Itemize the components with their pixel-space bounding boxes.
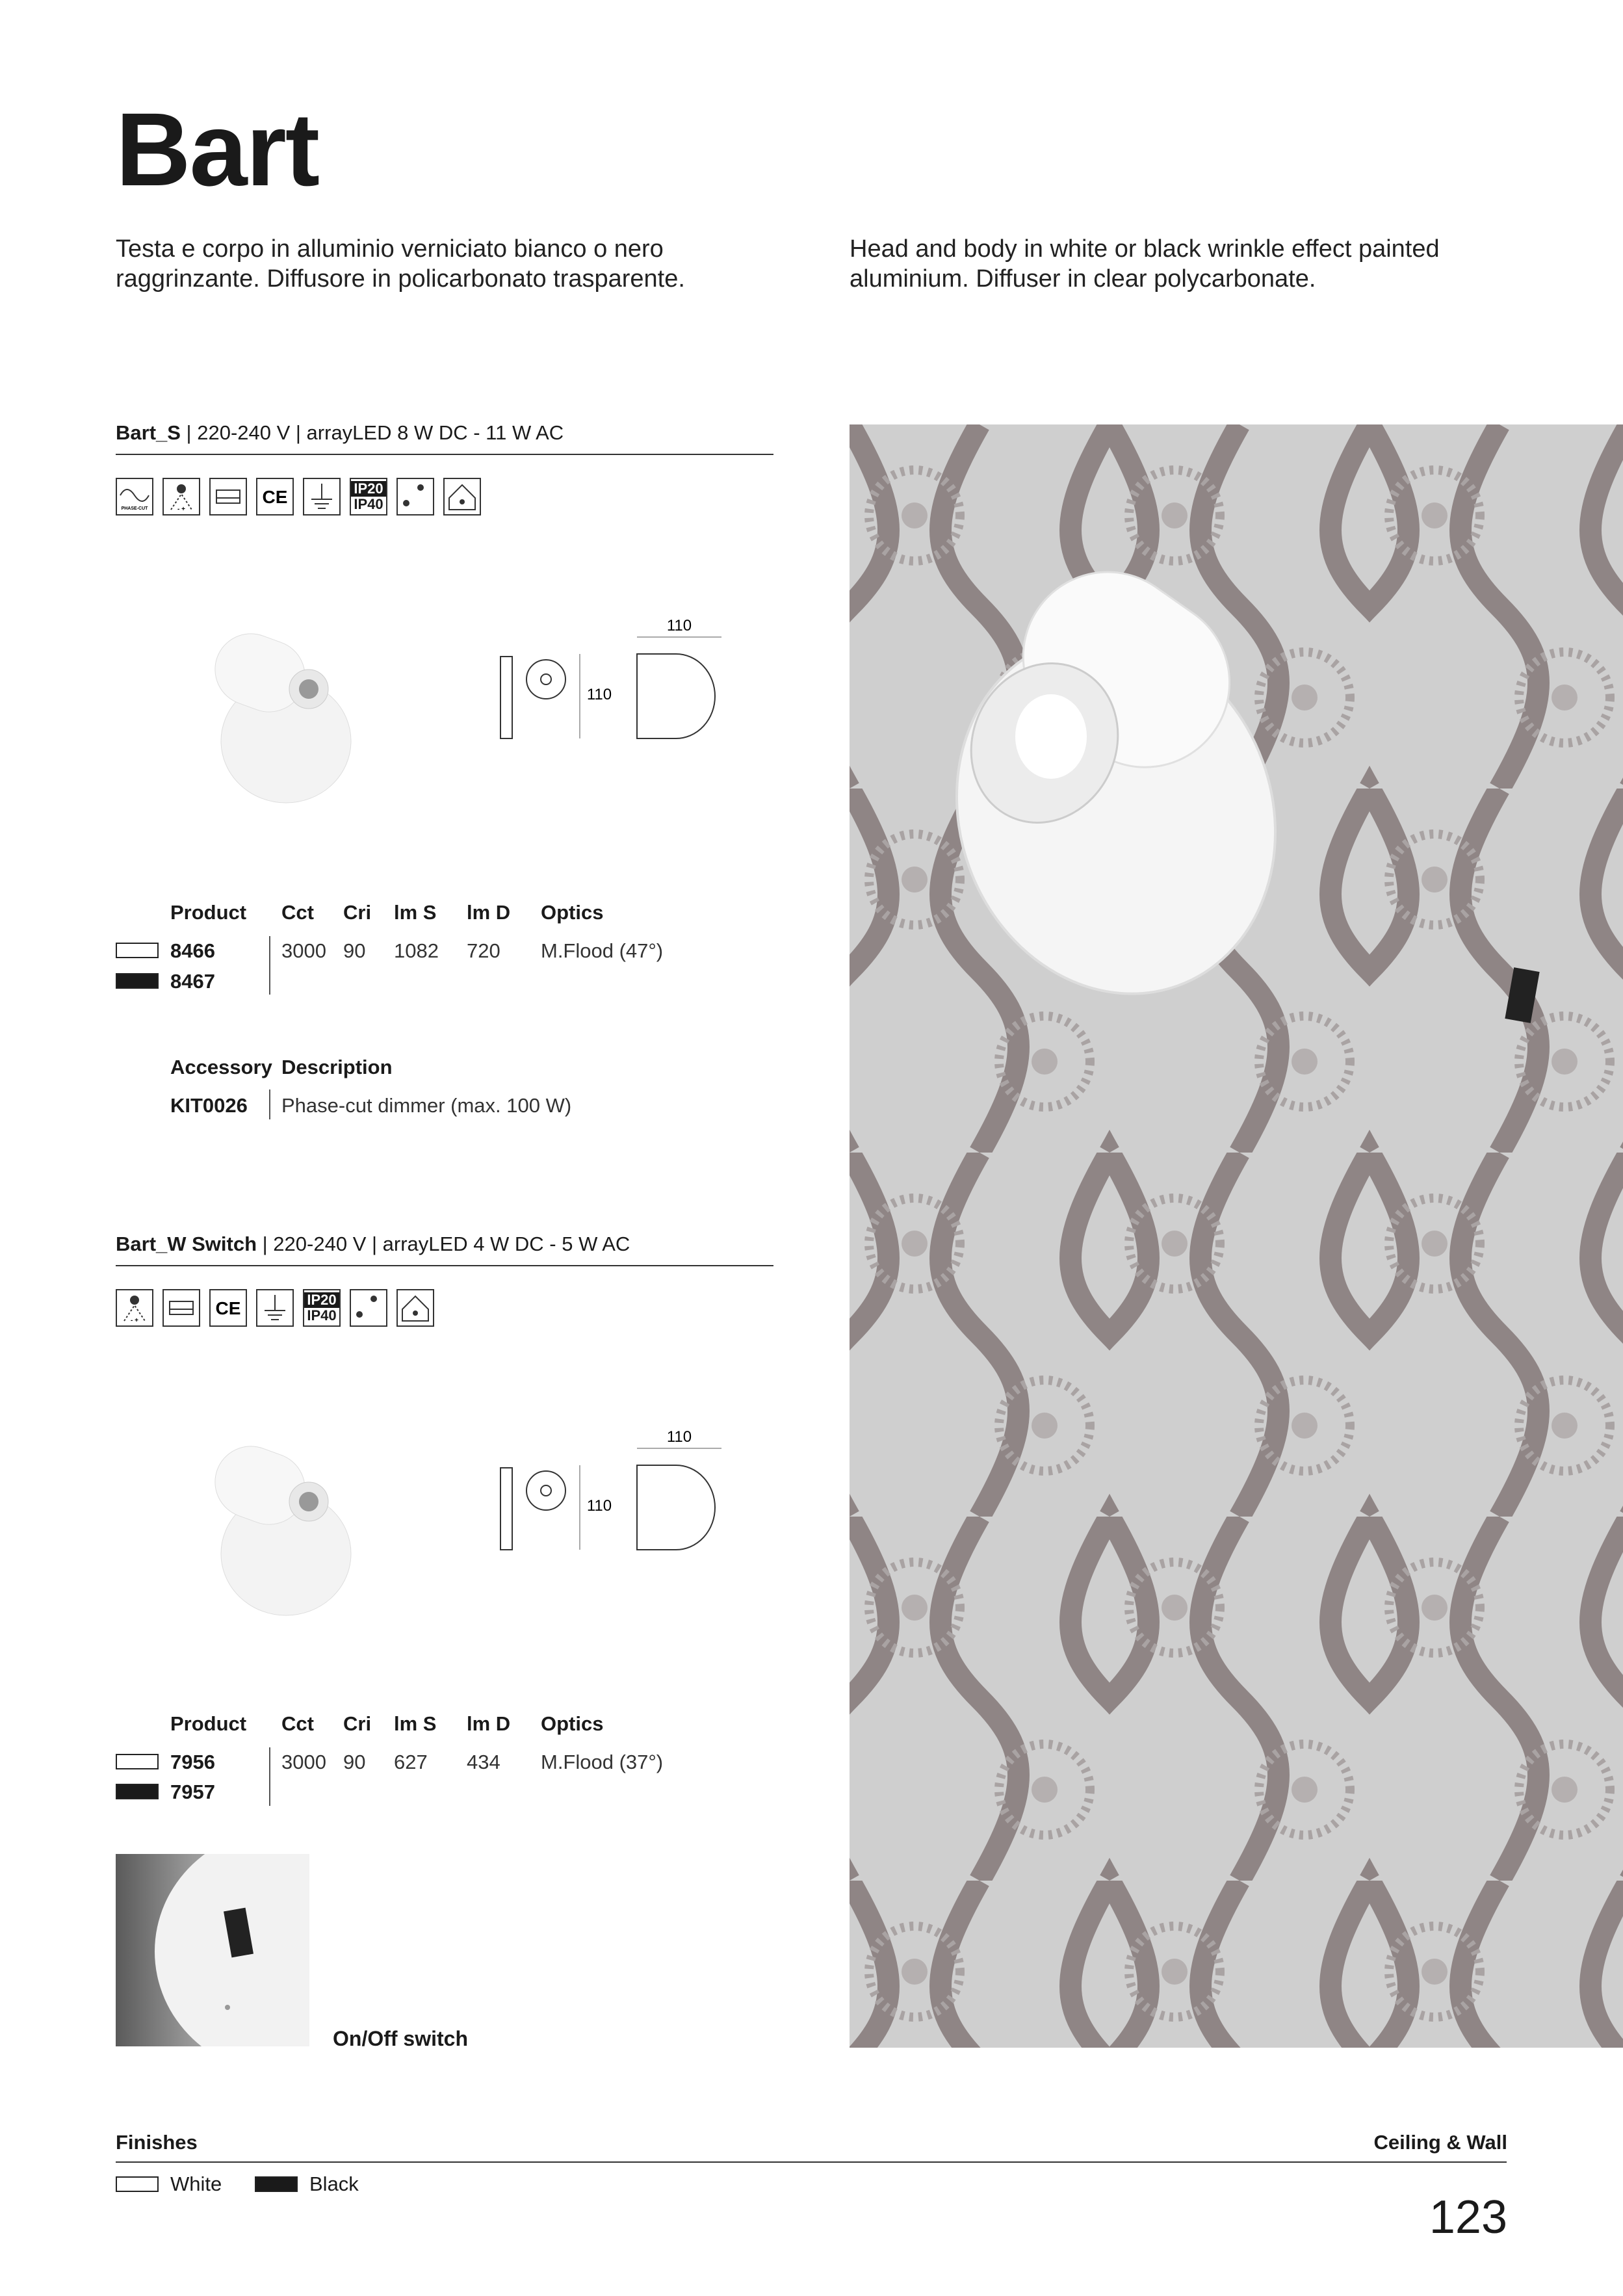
- lm-d-value: 434: [467, 1751, 500, 1773]
- product-code: 7957: [170, 1781, 215, 1803]
- section-spec: | 220-240 V | arrayLED 4 W DC - 5 W AC: [257, 1233, 630, 1255]
- led-driver-icon: [162, 478, 200, 515]
- svg-text:110: 110: [666, 617, 692, 634]
- accessory-description: Phase-cut dimmer (max. 100 W): [281, 1094, 572, 1117]
- ceiling-mount-icon: [209, 478, 247, 515]
- lm-s-value: 627: [394, 1751, 428, 1773]
- svg-text:110: 110: [586, 1497, 612, 1515]
- section-spec: | 220-240 V | arrayLED 8 W DC - 11 W AC: [180, 421, 564, 444]
- svg-text:- +: - +: [131, 1317, 138, 1324]
- technical-drawing-bart-s: [494, 611, 734, 741]
- section-name: Bart_S: [116, 421, 181, 444]
- phase-cut-icon: [116, 478, 153, 515]
- cct-value: 3000: [281, 939, 326, 962]
- wall-pattern: [850, 424, 1623, 2048]
- product-render-bart-w-switch: [195, 1437, 364, 1619]
- finishes-label: Finishes: [116, 2131, 198, 2154]
- product-code: 8466: [170, 939, 215, 962]
- product-code: 8467: [170, 970, 215, 993]
- svg-text:- +: - +: [177, 506, 185, 513]
- svg-text:CE: CE: [215, 1298, 241, 1318]
- section-name: Bart_W Switch: [116, 1233, 257, 1255]
- section-header-bart-w-switch: [116, 1233, 773, 1266]
- col-product: Product: [170, 901, 247, 924]
- swatch-white: [116, 2176, 159, 2192]
- cri-value: 90: [343, 1751, 366, 1773]
- svg-text:110: 110: [586, 686, 612, 703]
- product-render-bart-s: [195, 624, 364, 806]
- col-lm-s: lm S: [394, 1712, 437, 1735]
- product-code: 7956: [170, 1751, 215, 1773]
- lm-s-value: 1082: [394, 939, 439, 962]
- svg-text:110: 110: [666, 1428, 692, 1446]
- certification-icons: [116, 1289, 434, 1329]
- svg-text:PHASE-CUT: PHASE-CUT: [121, 506, 148, 511]
- finish-black-label: Black: [309, 2172, 359, 2195]
- col-lm-d: lm D: [467, 901, 511, 924]
- description-english: Head and body in white or black wrinkle effect painted aluminium. Diffuser in clear polycarbonate.: [850, 235, 1440, 293]
- indoor-icon: [443, 478, 481, 515]
- divider: [269, 1089, 270, 1119]
- col-cct: Cct: [281, 1712, 314, 1735]
- divider: [269, 1747, 270, 1806]
- section-header-bart-s: [116, 421, 773, 455]
- led-driver-icon: [116, 1289, 153, 1327]
- col-optics: Optics: [541, 1712, 604, 1735]
- col-lm-d: lm D: [467, 1712, 511, 1735]
- cct-value: 3000: [281, 1751, 326, 1773]
- description-italian: Testa e corpo in alluminio verniciato bianco o nero raggrinzante. Diffusore in policarbonato trasparente.: [116, 235, 685, 293]
- col-description: Description: [281, 1056, 393, 1078]
- footer-divider: [116, 2161, 1507, 2163]
- switch-detail-photo: [116, 1854, 309, 2046]
- dots-icon: [396, 478, 434, 515]
- ce-mark-icon: [256, 478, 294, 515]
- col-cct: Cct: [281, 901, 314, 924]
- lifestyle-photo: [850, 424, 1623, 2048]
- lm-d-value: 720: [467, 939, 500, 962]
- ceiling-mount-icon: [162, 1289, 200, 1327]
- finish-white-label: White: [170, 2172, 222, 2195]
- svg-text:CE: CE: [262, 487, 288, 507]
- col-optics: Optics: [541, 901, 604, 924]
- page-title: Bart: [116, 91, 319, 207]
- col-cri: Cri: [343, 1712, 372, 1735]
- page-number: 123: [1429, 2191, 1507, 2243]
- dots-icon: [350, 1289, 387, 1327]
- col-accessory: Accessory: [170, 1056, 272, 1078]
- technical-drawing-bart-w-switch: [494, 1422, 734, 1552]
- accessory-code: KIT0026: [170, 1094, 248, 1117]
- optics-value: M.Flood (47°): [541, 939, 664, 962]
- ip-rating-icon: IP20 IP40: [303, 1289, 341, 1327]
- col-lm-s: lm S: [394, 901, 437, 924]
- cri-value: 90: [343, 939, 366, 962]
- divider: [269, 936, 270, 995]
- switch-caption: On/Off switch: [333, 2027, 468, 2050]
- category-label: Ceiling & Wall: [1373, 2131, 1507, 2154]
- swatch-black: [116, 1784, 159, 1799]
- certification-icons: [116, 478, 481, 518]
- ce-mark-icon: [209, 1289, 247, 1327]
- optics-value: M.Flood (37°): [541, 1751, 664, 1773]
- indoor-icon: [396, 1289, 434, 1327]
- col-cri: Cri: [343, 901, 372, 924]
- swatch-black: [255, 2176, 298, 2192]
- col-product: Product: [170, 1712, 247, 1735]
- swatch-white: [116, 943, 159, 958]
- ip-rating-icon: IP20 IP40: [350, 478, 387, 515]
- swatch-black: [116, 973, 159, 989]
- swatch-white: [116, 1754, 159, 1769]
- ground-icon: [303, 478, 341, 515]
- ground-icon: [256, 1289, 294, 1327]
